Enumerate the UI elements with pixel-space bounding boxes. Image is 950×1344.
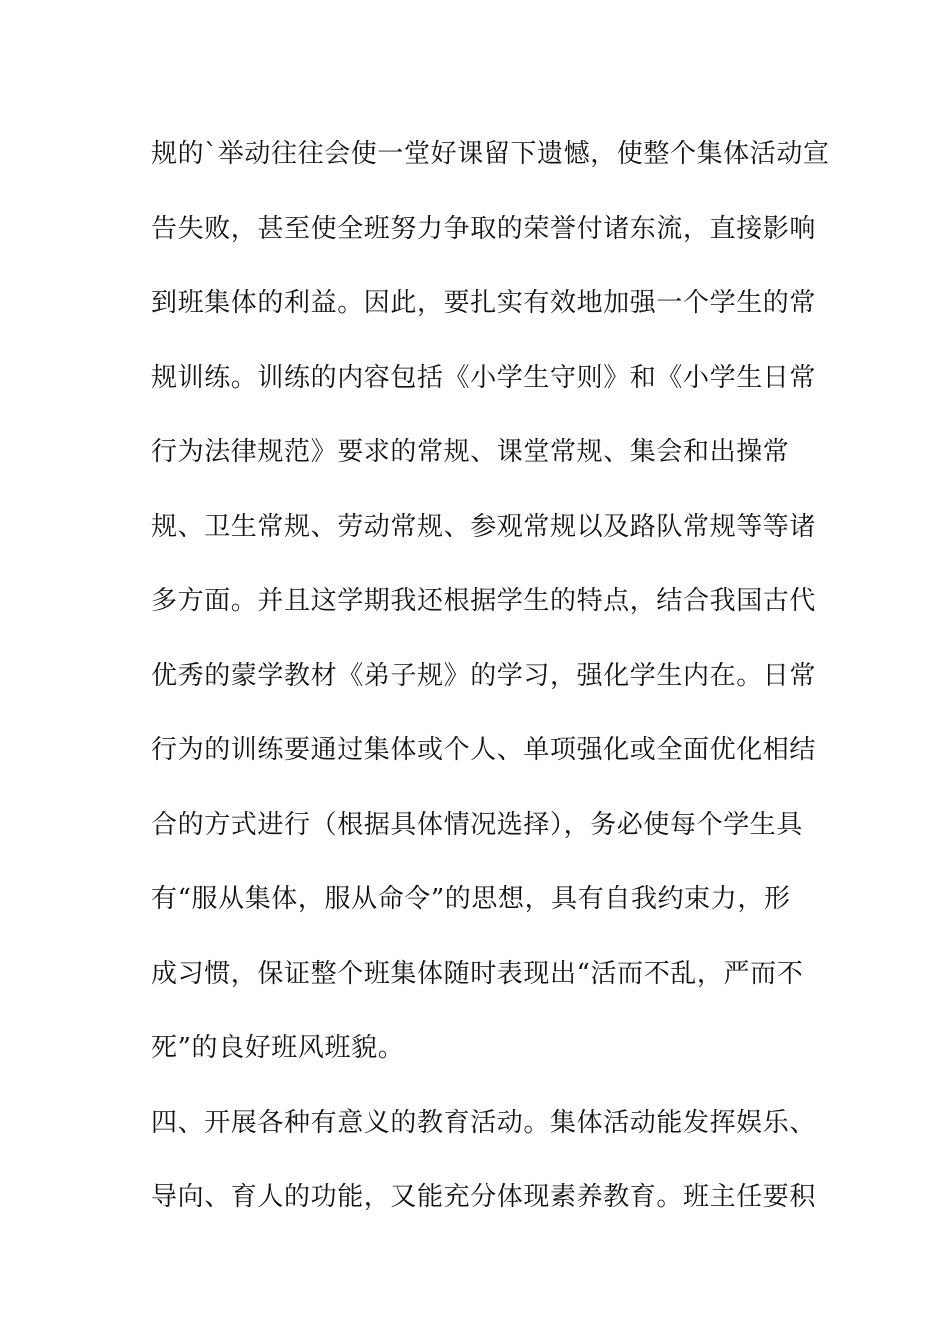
text-line: 四、开展各种有意义的教育活动。集体活动能发挥娱乐、 — [151, 1107, 817, 1138]
text-line: 死”的良好班风班貌。 — [151, 1033, 405, 1063]
text-line: 合的方式进行（根据具体情况选择），务必使每个学生具 — [151, 809, 804, 840]
body-text — [151, 130, 830, 1248]
text-line: 告失败，甚至使全班努力争取的荣誉付诸东流，直接影响 — [151, 213, 817, 244]
text-line: 优秀的蒙学教材《弟子规》的学习，强化学生内在。日常 — [151, 660, 817, 691]
text-line: 规的`举动往往会使一堂好课留下遗憾，使整个集体活动宣 — [151, 139, 830, 169]
text-line: 成习惯，保证整个班集体随时表现出“活而不乱，严而不 — [151, 958, 804, 989]
text-line: 规训练。训练的内容包括《小学生守则》和《小学生日常 — [151, 362, 817, 393]
text-line: 到班集体的利益。因此，要扎实有效地加强一个学生的常 — [151, 288, 817, 318]
text-line: 行为法律规范》要求的常规、课堂常规、集会和出操常 — [151, 437, 790, 467]
text-line: 导向、育人的功能，又能充分体现素养教育。班主任要积 — [151, 1182, 817, 1212]
text-line: 规、卫生常规、劳动常规、参观常规以及路队常规等等诸 — [151, 511, 817, 542]
text-line: 行为的训练要通过集体或个人、单项强化或全面优化相结 — [151, 735, 817, 765]
text-line: 有“服从集体，服从命令”的思想，具有自我约束力，形 — [151, 884, 791, 914]
text-line: 多方面。并且这学期我还根据学生的特点，结合我国古代 — [151, 586, 817, 616]
